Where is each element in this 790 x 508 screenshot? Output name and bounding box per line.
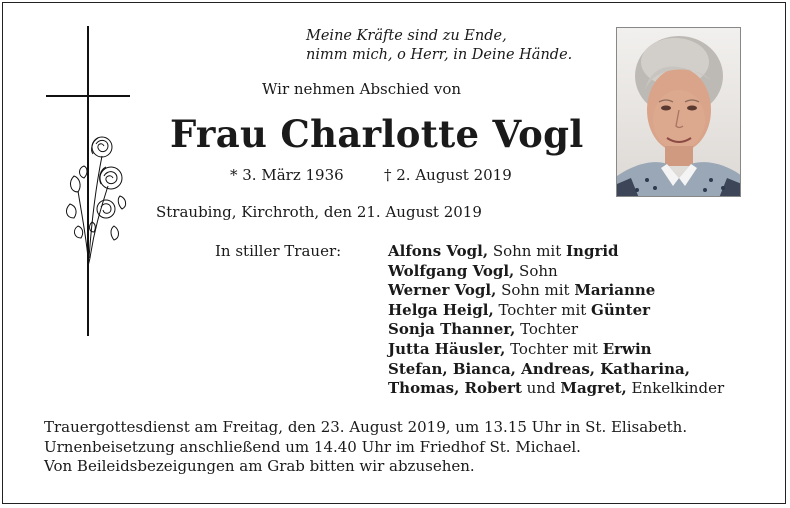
mourner-row: Sonja Thanner, Tochter [388, 320, 579, 339]
birth-date: * 3. März 1936 [230, 166, 344, 184]
verse-line-1: Meine Kräfte sind zu Ende, [306, 28, 507, 44]
service-line-2: Urnenbeisetzung anschließend um 14.40 Uhr im Friedhof St. Michael. [44, 437, 581, 456]
mourner-row: Wolfgang Vogl, Sohn [388, 261, 558, 280]
mourners-list [388, 242, 724, 399]
service-line-3: Von Beileidsbezeigungen am Grab bitten wir abzusehen. [44, 457, 475, 475]
mourner-row: Werner Vogl, Sohn mit Marianne [388, 281, 656, 300]
deceased-name: Frau Charlotte Vogl [170, 112, 584, 156]
mourner-row: Jutta Häusler, Tochter mit Erwin [388, 339, 652, 358]
cross-with-roses-icon [44, 26, 134, 338]
mourner-row: Alfons Vogl, Sohn mit Ingrid [388, 242, 619, 260]
service-line-1: Trauergottesdienst am Freitag, den 23. August 2019, um 13.15 Uhr in St. Elisabeth. [44, 418, 688, 436]
verse-line-2: nimm mich, o Herr, in Deine Hände. [306, 47, 573, 63]
mourner-row: Helga Heigl, Tochter mit Günter [388, 300, 651, 319]
mourner-row: Stefan, Bianca, Andreas, Katharina, [388, 359, 690, 378]
verse [306, 27, 572, 65]
place-and-date: Straubing, Kirchroth, den 21. August 2019 [156, 203, 482, 221]
death-date: † 2. August 2019 [384, 166, 512, 184]
intro-text: Wir nehmen Abschied von [262, 80, 462, 98]
mourner-row: Thomas, Robert und Magret, Enkelkinder [388, 379, 725, 398]
mourners-label: In stiller Trauer: [215, 242, 342, 260]
service-info [44, 418, 687, 477]
portrait-photo [616, 27, 741, 197]
